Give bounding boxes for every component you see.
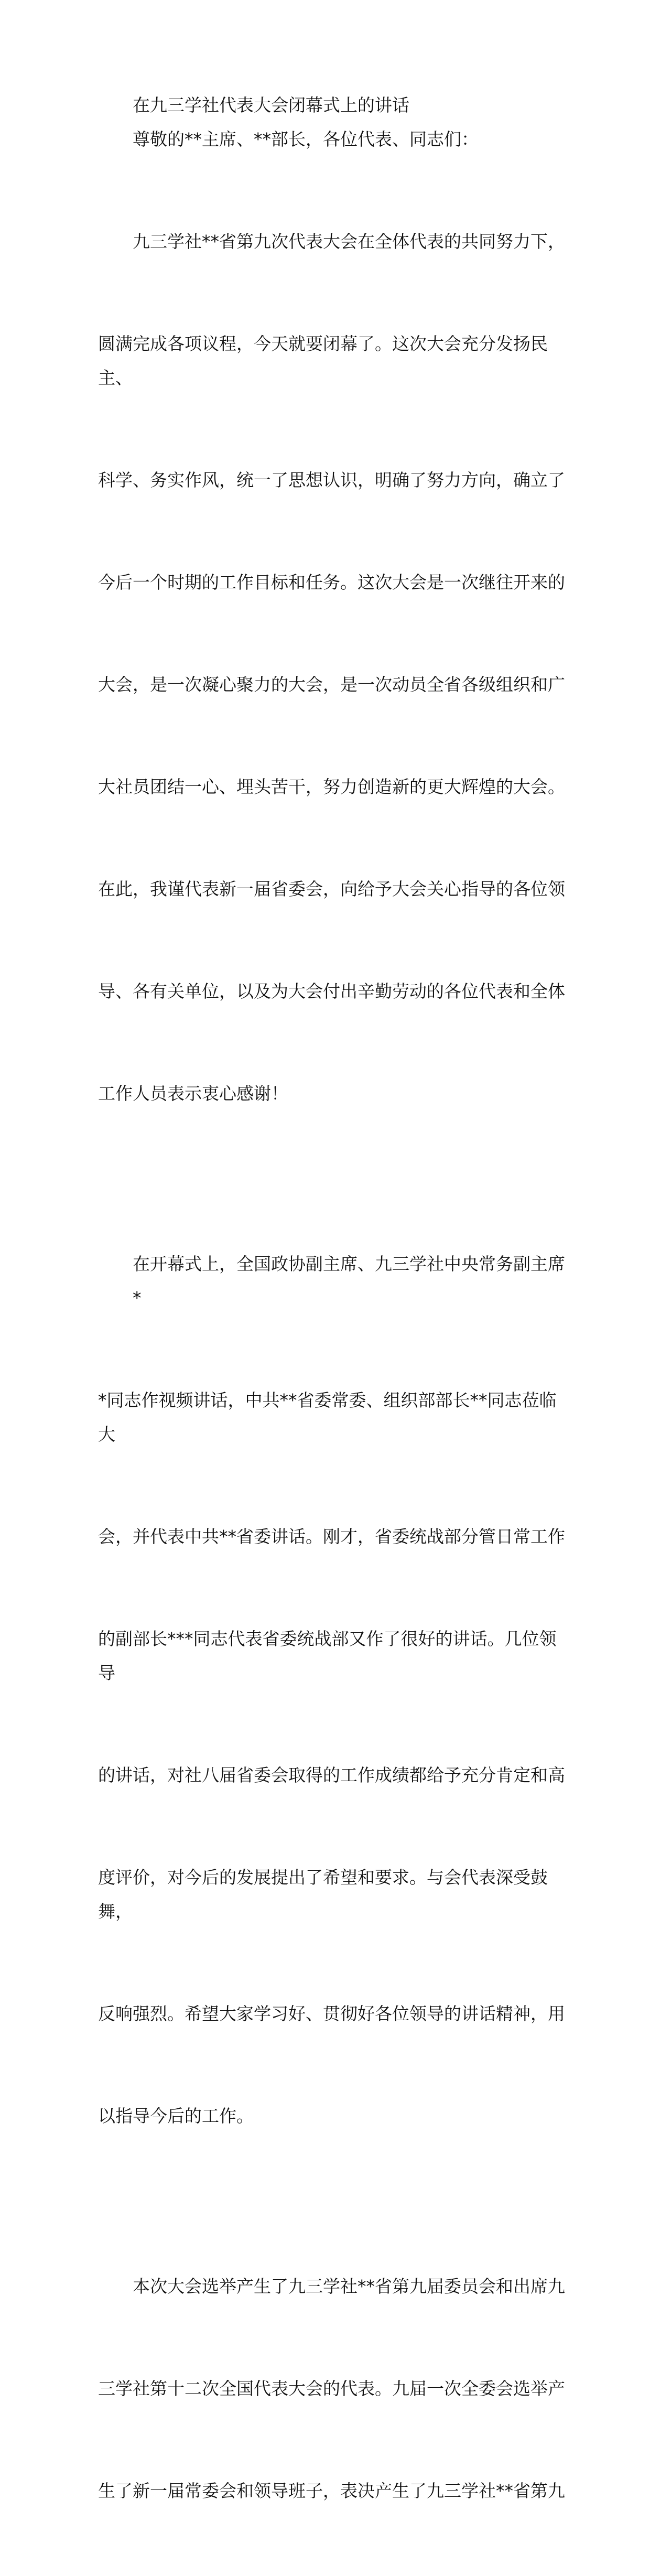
paragraph-line: 在此，我谨代表新一届省委会，向给予大会关心指导的各位领	[98, 879, 565, 899]
paragraph-line: 的副部长***同志代表省委统战部又作了很好的讲话。几位领导	[98, 1629, 557, 1683]
paragraph-line: 本次大会选举产生了九三学社**省第九届委员会和出席九	[133, 2276, 565, 2297]
paragraph-line: 工作人员表示衷心感谢！	[98, 1083, 288, 1104]
paragraph-line: 度评价，对今后的发展提出了希望和要求。与会代表深受鼓舞，	[98, 1867, 548, 1922]
paragraph-line: 今后一个时期的工作目标和任务。这次大会是一次继往开来的	[98, 572, 565, 592]
speech-title: 在九三学社代表大会闭幕式上的讲话	[133, 95, 409, 115]
paragraph-line: 三学社第十二次全国代表大会的代表。九届一次全委会选举产	[98, 2378, 565, 2399]
paragraph-1	[98, 156, 570, 1179]
paragraph-line: 的讲话，对社八届省委会取得的工作成绩都给予充分肯定和高	[98, 1765, 565, 1785]
paragraph-line: 生了新一届常委会和领导班子，表决产生了九三学社**省第九	[98, 2481, 565, 2501]
paragraph-2	[98, 1179, 570, 2201]
paragraph-line: 反响强烈。希望大家学习好、贯彻好各位领导的讲话精神，用	[98, 2003, 565, 2024]
document-body	[98, 88, 570, 2576]
paragraph-line: 大会，是一次凝心聚力的大会，是一次动员全省各级组织和广	[98, 674, 565, 695]
paragraph-line: 大社员团结一心、埋头苦干，努力创造新的更大辉煌的大会。	[98, 777, 565, 797]
paragraph-line: 科学、务实作风，统一了思想认识，明确了努力方向，确立了	[98, 470, 565, 490]
salutation: 尊敬的**主席、**部长，各位代表、同志们：	[133, 129, 479, 149]
paragraph-line: 导、各有关单位，以及为大会付出辛勤劳动的各位代表和全体	[98, 981, 565, 1001]
paragraph-line: 会，并代表中共**省委讲话。刚才，省委统战部分管日常工作	[98, 1526, 565, 1547]
paragraph-3	[98, 2201, 570, 2576]
paragraph-line: *同志作视频讲话，中共**省委常委、组织部部长**同志莅临大	[98, 1390, 557, 1445]
paragraph-line: 圆满完成各项议程，今天就要闭幕了。这次大会充分发扬民主、	[98, 333, 548, 388]
paragraph-line: 在开幕式上，全国政协副主席、九三学社中央常务副主席*	[133, 1254, 565, 1308]
paragraph-line: 以指导今后的工作。	[98, 2106, 254, 2126]
paragraph-line: 九三学社**省第九次代表大会在全体代表的共同努力下，	[133, 231, 565, 252]
